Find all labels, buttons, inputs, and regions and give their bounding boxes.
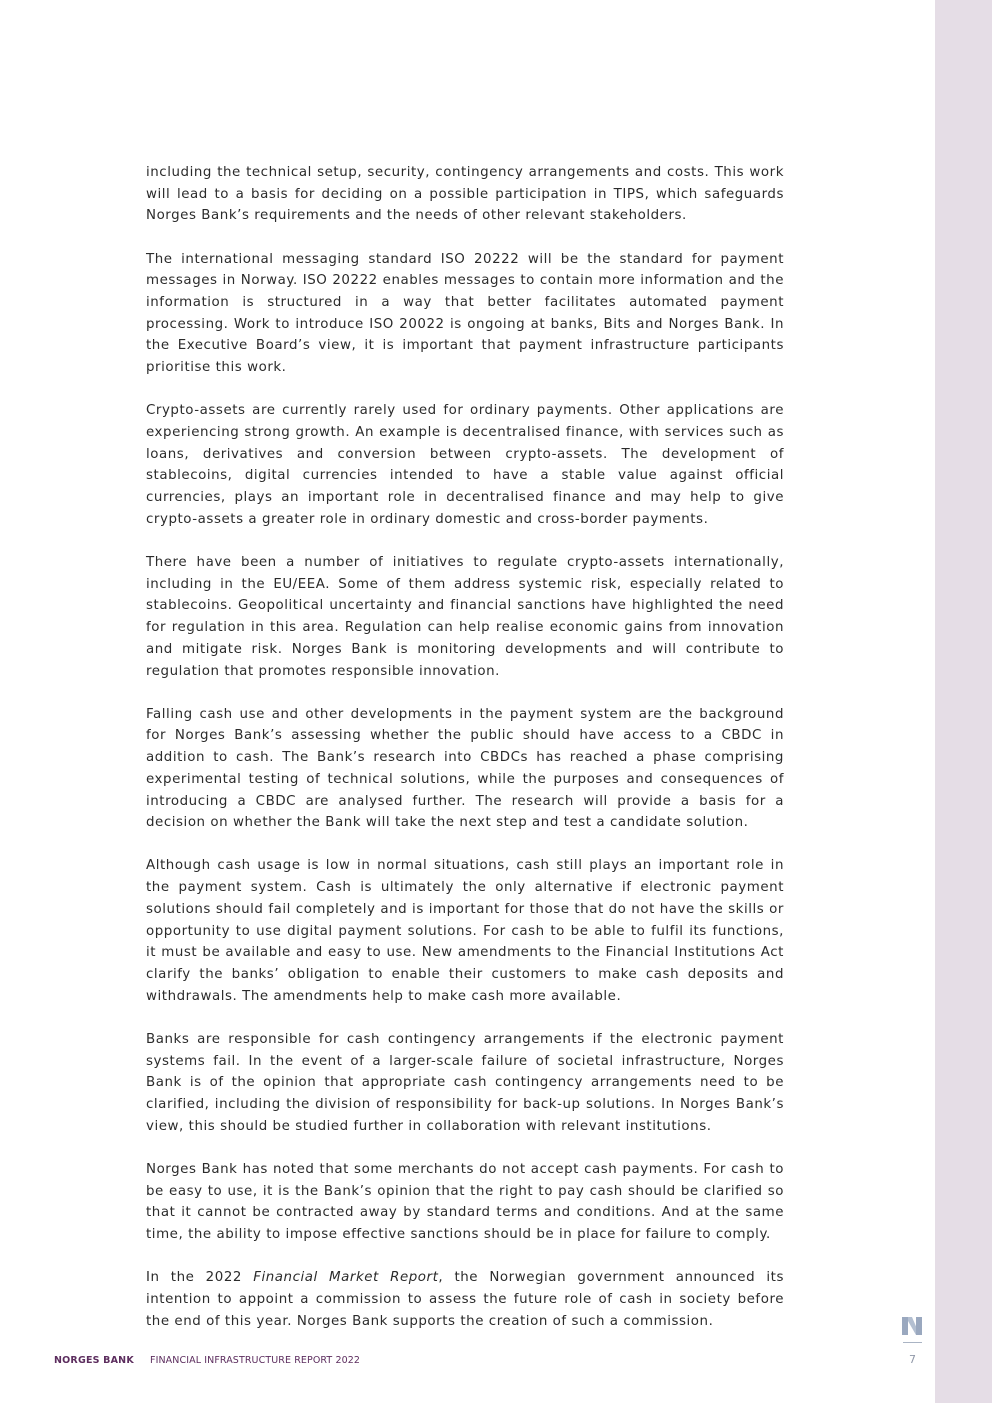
footer-report-title: FINANCIAL INFRASTRUCTURE REPORT 2022 xyxy=(150,1355,361,1366)
paragraph-tips: including the technical setup, security, contingency arrangements and costs. This work will lead to a basis for deciding on a possible participation in TIPS, which safeguards Norges Bank’s requirements and the needs of other relevant stakeholders. xyxy=(146,165,784,224)
paragraph-crypto-assets: Crypto-assets are currently rarely used for ordinary payments. Other applications are experiencing strong growth. An example is decentralised finance, with services such as loans, derivatives and conversion between crypto-assets. The development of stablecoins, digital currencies intended to have a stable value against official currencies, plays an important role in decentralised finance and may help to give crypto-assets a greater role in ordinary domestic and cross-border payments. xyxy=(146,403,784,527)
paragraph-right-to-pay-cash: Norges Bank has noted that some merchants do not accept cash payments. For cash to be easy to use, it is the Bank’s opinion that the right to pay cash should be clarified so that it cannot be contracted away by standard terms and conditions. And at the same time, the ability to impose effective sanctions should be in place for failure to comply. xyxy=(146,1161,784,1243)
paragraph-text: In the 2022 xyxy=(146,1270,254,1286)
paragraph-cash-usage: Although cash usage is low in normal situations, cash still plays an important role in the payment system. Cash is ultimately the only alternative if electronic payment solutions should fail completely and is important for those that do not have the skills or opportunity to use digital payment solutions. For cash to be able to fulfil its functions, it must be available and easy to use. New amendments to the Financial Institutions Act clarify the banks’ obligation to enable their customers to make cash deposits and withdrawals. The amendments help to make cash more available. xyxy=(146,858,784,1004)
page-number-divider xyxy=(903,1342,922,1343)
paragraph-crypto-regulation: There have been a number of initiatives to regulate crypto-assets internationally, including in the EU/EEA. Some of them address systemic risk, especially related to stablecoins. Geopolitical uncertainty and financial sanctions have highlighted the need for regulation in this area. Regulation can help realise economic gains from innovation and mitigate risk. Norges Bank is monitoring developments and will contribute to regulation that promotes responsible innovation. xyxy=(146,555,784,679)
norges-bank-n-logo-icon xyxy=(902,1317,922,1335)
paragraph-text: , the Norwegian government announced its intention to appoint a commission to assess the future role of cash in society before the end of this year. Norges Bank supports the creation of such a commission. xyxy=(146,1270,784,1329)
logo-left-bar xyxy=(902,1317,908,1335)
report-title-italic: Financial Market Report xyxy=(253,1270,439,1286)
logo-right-bar xyxy=(916,1317,922,1335)
page-number: 7 xyxy=(909,1353,916,1366)
side-strip xyxy=(935,0,992,1403)
main-text xyxy=(146,162,784,1354)
paragraph-cash-contingency: Banks are responsible for cash contingency arrangements if the electronic payment systems fail. In the event of a larger-scale failure of societal infrastructure, Norges Bank is of the opinion that appropriate cash contingency arrangements need to be clarified, including the division of responsibility for back-up solutions. In Norges Bank’s view, this should be studied further in collaboration with relevant institutions. xyxy=(146,1031,784,1134)
paragraph-iso-20022: The international messaging standard ISO 20222 will be the standard for payment messages in Norway. ISO 20222 enables messages to contain more information and the information is structured in a way that better facilitates automated payment processing. Work to introduce ISO 20022 is ongoing at banks, Bits and Norges Bank. In the Executive Board’s view, it is important that payment infrastructure participants prioritise this work. xyxy=(146,251,784,376)
paragraph-cbdc: Falling cash use and other developments in the payment system are the background for Norges Bank’s assessing whether the public should have access to a CBDC in addition to cash. The Bank’s research into CBDCs has reached a phase comprising experimental testing of technical solutions, while the purposes and consequences of introducing a CBDC are analysed further. The research will provide a basis for a decision on whether the Bank will take the next step and test a candidate solution. xyxy=(146,706,784,831)
paragraph-cash-commission xyxy=(146,1267,784,1332)
footer-brand: NORGES BANK xyxy=(54,1355,134,1366)
